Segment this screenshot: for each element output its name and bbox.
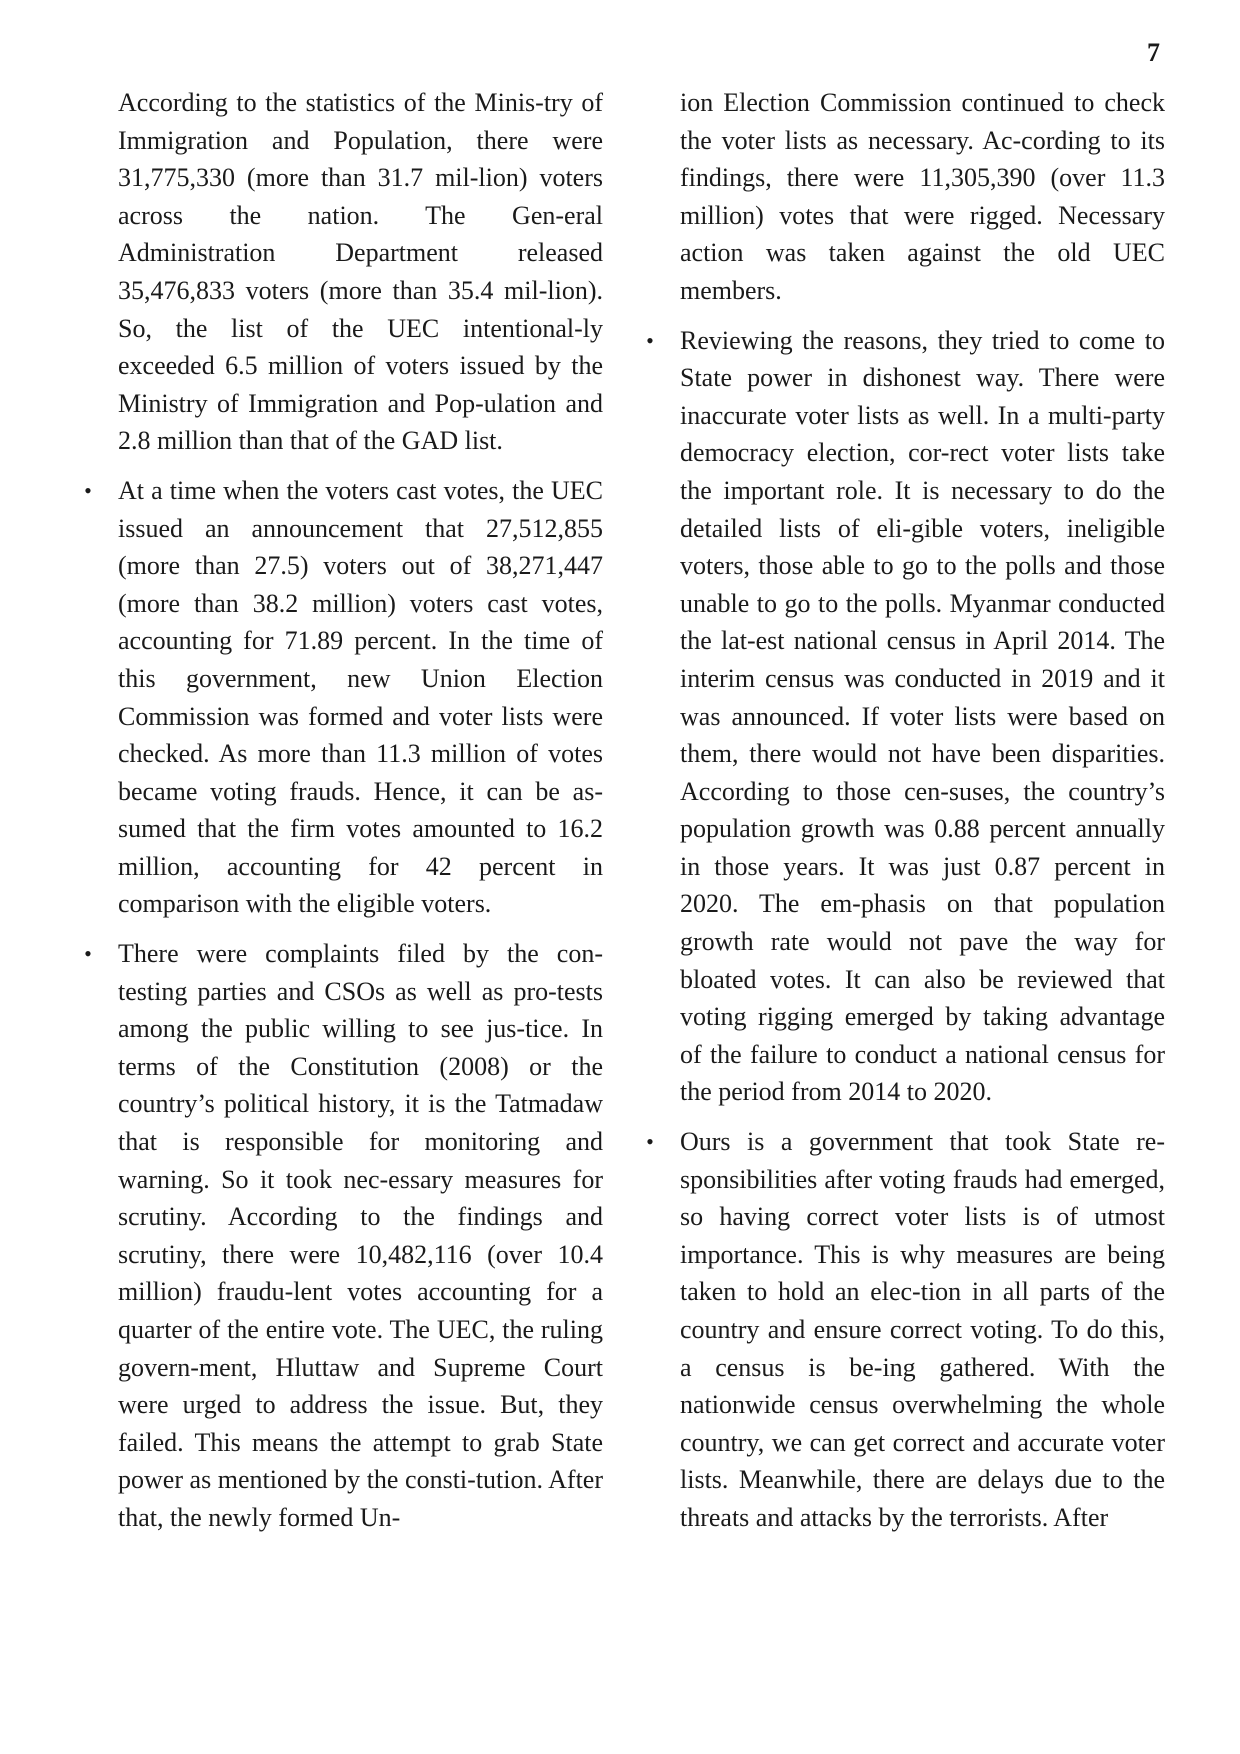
page-number: 7	[1147, 38, 1160, 67]
paragraph-text: There were complaints filed by the con-testing parties and CSOs as well as pro-tests among the public willing to see jus-tice. In terms of the Constitution (2008) or the country’s political history, it is the Tatmadaw that is responsible for monitoring and warning. So it took nec-essary measures for scrutiny. According to the findings and scrutiny, there were 10,482,116 (over 10.4 million) fraudu-lent votes accounting for a quarter of the entire vote. The UEC, the ruling govern-ment, Hluttaw and Supreme Court were urged to address the issue. But, they failed. This means the attempt to grab State power as mentioned by the consti-tution. After that, the newly formed Un-	[118, 939, 603, 1532]
bullet-paragraph	[646, 1123, 1165, 1537]
bullet-icon: •	[646, 1129, 654, 1155]
paragraph	[680, 84, 1165, 310]
right-column	[646, 84, 1165, 1549]
paragraph-text: Ours is a government that took State re-sponsibilities after voting frauds had emerged, so having correct voter lists is of utmost importance. This is why measures are being taken to hold an elec-tion in all parts of the country and ensure correct voting. To do this, a census is be-ing gathered. With the nationwide census overwhelming the whole country, we can get correct and accurate voter lists. Meanwhile, there are delays due to the threats and attacks by the terrorists. After	[680, 1127, 1165, 1532]
paragraph-text: ion Election Commission continued to check the voter lists as necessary. Ac-cording to its findings, there were 11,305,390 (over 11.3 million) votes that were rigged. Necessary action was taken against the old UEC members.	[680, 88, 1165, 305]
bullet-icon: •	[84, 477, 92, 503]
bullet-icon: •	[84, 941, 92, 967]
bullet-paragraph	[84, 935, 603, 1537]
paragraph-text: At a time when the voters cast votes, the UEC issued an announcement that 27,512,855 (more than 27.5) voters out of 38,271,447 (more than 38.2 million) voters cast votes, accounting for 71.89 percent. In the time of this government, new Union Election Commission was formed and voter lists were checked. As more than 11.3 million of votes became voting frauds. Hence, it can be as-sumed that the firm votes amounted to 16.2 million, accounting for 42 percent in comparison with the eligible voters.	[118, 475, 603, 919]
left-column	[84, 84, 603, 1549]
bullet-icon: •	[646, 327, 654, 353]
paragraph-text: According to the statistics of the Minis-try of Immigration and Population, there were 31,775,330 (more than 31.7 mil-lion) voters across the nation. The Gen-eral Administration Department released 35,476,833 voters (more than 35.4 mil-lion). So, the list of the UEC intentional-ly exceeded 6.5 million of voters issued by the Ministry of Immigration and Pop-ulation and 2.8 million than that of the GAD list.	[118, 88, 603, 456]
paragraph-text: Reviewing the reasons, they tried to come to State power in dishonest way. There were inaccurate voter lists as well. In a multi-party democracy election, cor-rect voter lists take the important role. It is necessary to do the detailed lists of eli-gible voters, ineligible voters, those able to go to the polls and those unable to go to the polls. Myanmar conducted the lat-est national census in April 2014. The interim census was conducted in 2019 and it was announced. If voter lists were based on them, there would not have been disparities. According to those cen-suses, the country’s population growth was 0.88 percent annually in those years. It was just 0.87 percent in 2020. The em-phasis on that population growth rate would not pave the way for bloated votes. It can also be reviewed that voting rigging emerged by taking advantage of the failure to conduct a national census for the period from 2014 to 2020.	[680, 325, 1165, 1107]
paragraph	[118, 84, 603, 460]
bullet-paragraph	[84, 472, 603, 923]
bullet-paragraph	[646, 322, 1165, 1111]
